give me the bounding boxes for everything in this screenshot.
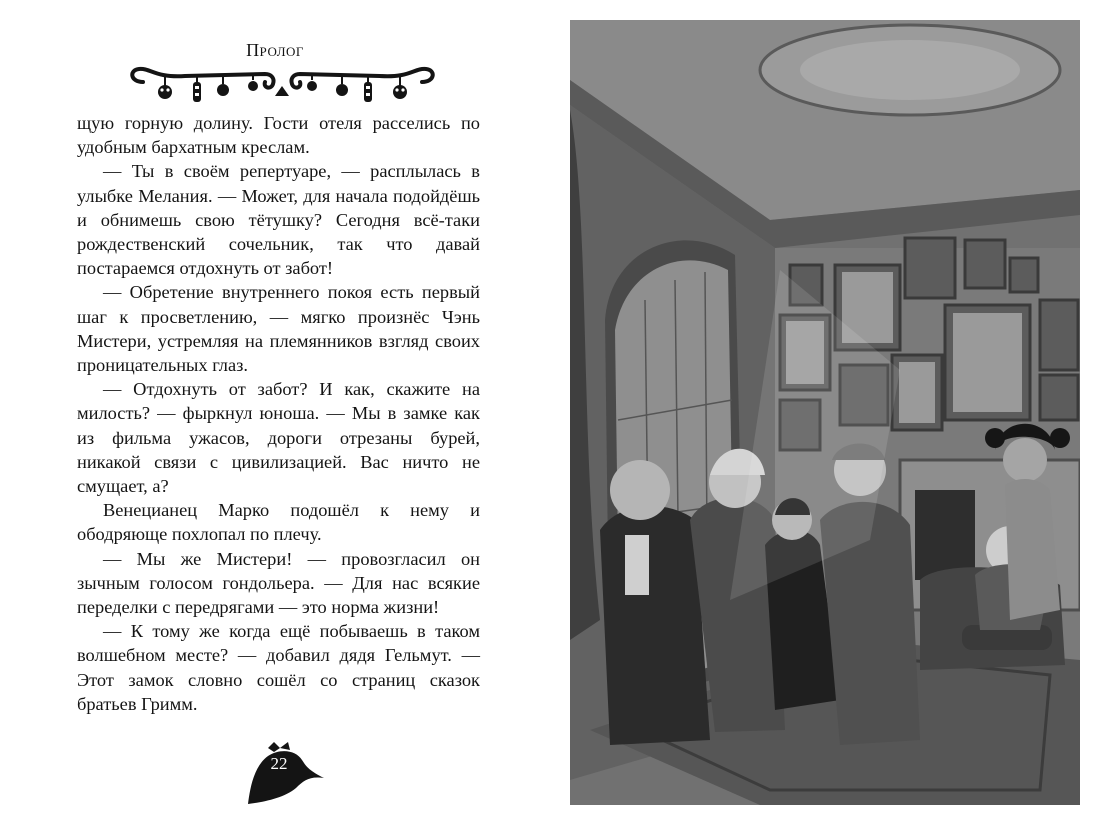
paragraph: — Мы же Мистери! — провозгласил он зычным голосом гондольера. — Для нас всякие переделки с передрягами — это норма жизни! (77, 548, 480, 618)
paragraph: Венецианец Марко подошёл к нему и ободряюще похлопал по плечу. (77, 500, 480, 545)
paragraph: щую горную долину. Гости отеля расселись по удобным бархатным креслам. (77, 113, 480, 158)
paragraph: — Отдохнуть от забот? И как, скажите на милость? — фыркнул юноша. — Мы в замке как из фильма ужасов, дороги отрезаны бурей, никакой связи с цивилизацией. Вас ничто не смущает, а? (77, 379, 480, 497)
paragraph: — К тому же когда ещё побываешь в таком волшебном месте? — добавил дядя Гельмут. — Этот замок словно сошёл со страниц сказок братьев Гримм. (77, 621, 480, 714)
page-number: 22 (270, 754, 288, 773)
illustration-family-in-castle-hall (570, 20, 1080, 805)
ornament-divider (125, 60, 440, 110)
body-text (77, 111, 480, 716)
paragraph: — Ты в своём репертуаре, — расплылась в улыбке Мелания. — Может, для начала подойдёшь и обнимешь свою тётушку? Сегодня всё-таки рождественский сочельник, так что давай постараемся отдохнуть от забот! (77, 161, 480, 279)
chapter-title: Пролог (246, 40, 304, 60)
paragraph: — Обретение внутреннего покоя есть первый шаг к просветлению, — мягко произнёс Чэнь Мистери, устремляя на племянников взгляд своих проницательных глаз. (77, 282, 480, 376)
